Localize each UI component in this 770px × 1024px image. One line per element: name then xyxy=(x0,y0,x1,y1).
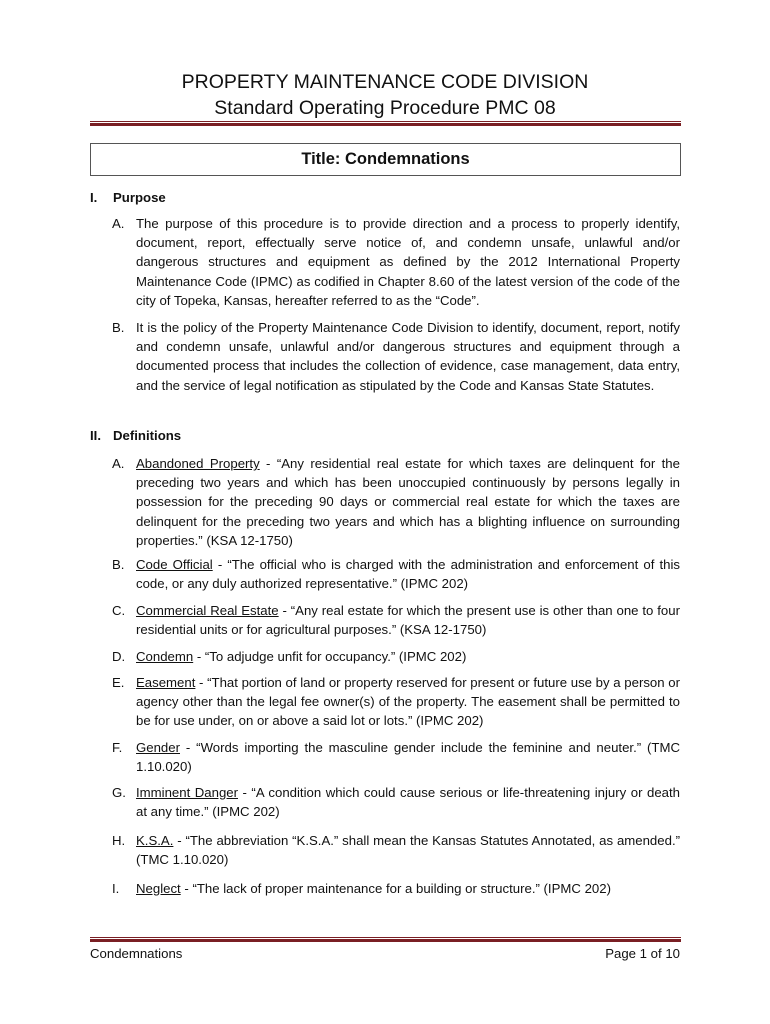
item-letter: F. xyxy=(112,740,123,755)
definition-item xyxy=(112,647,680,666)
footer-rule xyxy=(90,937,681,942)
header-rule xyxy=(90,121,681,126)
footer-document-name: Condemnations xyxy=(90,946,183,961)
definition-text: - “The official who is charged with the administration and enforcement of this code, or any duly authorized representative.” (IPMC 202) xyxy=(136,557,680,592)
section-number: I. xyxy=(90,190,98,205)
definition-term: Abandoned Property xyxy=(136,456,260,471)
definition-text: - “A condition which could cause serious or life-threatening injury or death at any time.” (IPMC 202) xyxy=(136,785,680,820)
item-letter: A. xyxy=(112,456,125,471)
definition-term: Condemn xyxy=(136,649,194,664)
definition-item xyxy=(112,601,680,639)
definition-item xyxy=(112,783,680,821)
definition-term: Neglect xyxy=(136,881,181,896)
definition-term: Imminent Danger xyxy=(136,785,238,800)
procedure-title: Standard Operating Procedure PMC 08 xyxy=(214,97,556,119)
section-title: Definitions xyxy=(113,428,182,443)
definition-text: - “That portion of land or property reserved for present or future use by a person or agency other than the legal fee owner(s) of the property. The easement shall be permitted to be for use under, on or above a said lot or lots.” (IPMC 202) xyxy=(136,675,680,729)
item-letter: I. xyxy=(112,881,120,896)
item-letter: E. xyxy=(112,675,125,690)
definition-text: - “Any real estate for which the present use is other than one to four residential units or for agricultural purposes.” (KSA 12-1750) xyxy=(136,603,680,638)
definition-text: - “The lack of proper maintenance for a building or structure.” (IPMC 202) xyxy=(180,881,611,896)
section-number: II. xyxy=(90,428,101,443)
definition-term: Code Official xyxy=(136,557,213,572)
item-letter: G. xyxy=(112,785,126,800)
item-letter: A. xyxy=(112,216,125,231)
item-text: The purpose of this procedure is to provide direction and a process to properly identify, document, report, effectually serve notice of, and condemn unsafe, unlawful and/or dangerous structures and equipment as defined by the 2012 International Property Maintenance Code (IPMC) as codified in Chapter 8.60 of the latest version of the code of the city of Topeka, Kansas, hereafter referred to as the “Code”. xyxy=(136,216,680,308)
footer-page-number: Page 1 of 10 xyxy=(605,946,680,961)
definition-item xyxy=(112,879,680,898)
section-heading-definitions xyxy=(90,427,181,445)
item-letter: B. xyxy=(112,320,125,335)
division-title: PROPERTY MAINTENANCE CODE DIVISION xyxy=(181,71,589,93)
definition-text: - “To adjudge unfit for occupancy.” (IPMC 202) xyxy=(193,649,467,664)
definition-term: Easement xyxy=(136,675,196,690)
definition-item xyxy=(112,454,680,550)
title-box: Title: Condemnations xyxy=(90,143,681,176)
section-heading-purpose xyxy=(90,189,166,207)
definition-item xyxy=(112,738,680,776)
definition-term: Commercial Real Estate xyxy=(136,603,279,618)
section-title: Purpose xyxy=(113,190,166,205)
purpose-item-b xyxy=(112,318,680,395)
item-text: It is the policy of the Property Maintenance Code Division to identify, document, report, notify and condemn unsafe, unlawful and/or dangerous structures and equipment through a documented process that includes the collection of evidence, case management, data entry, and the service of legal notification as stipulated by the Code and Kansas State Statutes. xyxy=(136,320,680,393)
purpose-item-a xyxy=(112,214,680,310)
definition-text: - “The abbreviation “K.S.A.” shall mean the Kansas Statutes Annotated, as amended.” (TMC 1.10.020) xyxy=(136,833,680,868)
definition-item xyxy=(112,555,680,593)
definition-term: Gender xyxy=(136,740,180,755)
item-letter: C. xyxy=(112,603,126,618)
item-letter: B. xyxy=(112,557,125,572)
definition-text: - “Words importing the masculine gender include the feminine and neuter.” (TMC 1.10.020) xyxy=(136,740,680,775)
definition-term: K.S.A. xyxy=(136,833,174,848)
item-letter: H. xyxy=(112,833,126,848)
definition-item xyxy=(112,831,680,869)
definition-text: - “Any residential real estate for which taxes are delinquent for the preceding two years and which has been unoccupied continuously by persons legally in possession for the preceding 90 days or commercial real estate for which the taxes are delinquent for the preceding two years and which has a blighting influence on surrounding properties.” (KSA 12-1750) xyxy=(136,456,680,548)
definition-item xyxy=(112,673,680,731)
item-letter: D. xyxy=(112,649,126,664)
